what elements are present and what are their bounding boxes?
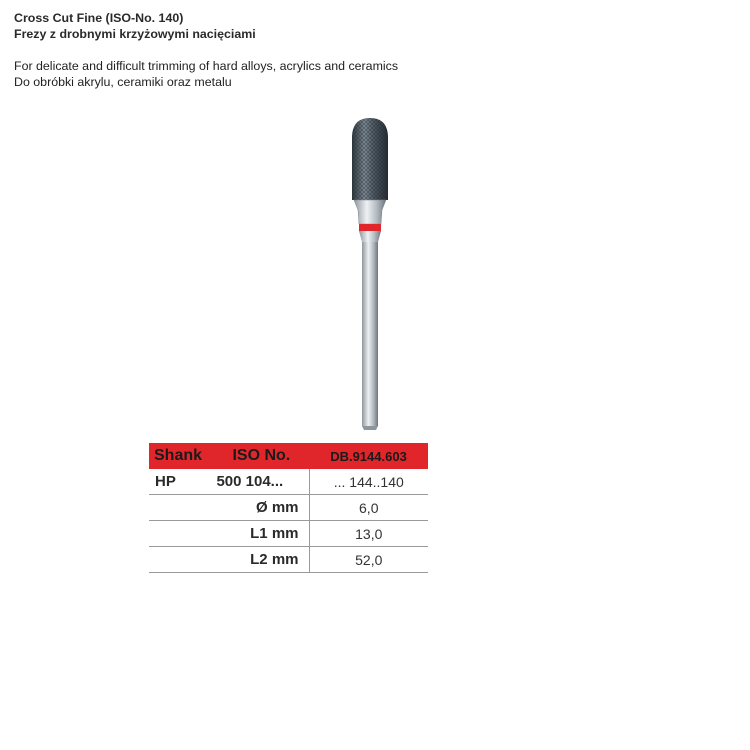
- diameter-value: 6,0: [309, 495, 428, 521]
- iso-number: 500 104...: [216, 472, 284, 490]
- header-shank: Shank: [154, 447, 203, 464]
- diameter-label: Ø mm: [255, 499, 299, 516]
- product-title-pl: Frezy z drobnymi krzyżowymi nacięciami: [14, 27, 256, 41]
- iso-value: ... 144..140: [309, 469, 428, 495]
- table-row: [149, 547, 428, 573]
- table-row: [149, 495, 428, 521]
- l2-label: L2 mm: [250, 551, 299, 568]
- carbide-bur-icon: [340, 112, 400, 432]
- description-en: For delicate and difficult trimming of hard alloys, acrylics and ceramics: [14, 59, 399, 73]
- l1-label: L1 mm: [250, 525, 299, 542]
- l1-value: 13,0: [309, 521, 428, 547]
- header-left-cell: [149, 443, 309, 469]
- description-pl: Do obróbki akrylu, ceramiki oraz metalu: [14, 75, 232, 89]
- spec-table: [149, 443, 428, 573]
- table-row: [149, 469, 428, 495]
- product-title-en: Cross Cut Fine (ISO-No. 140): [14, 11, 184, 25]
- header-iso: ISO No.: [232, 447, 291, 464]
- spec-table-header: [149, 443, 428, 469]
- header-catalog-number: DB.9144.603: [309, 443, 428, 469]
- l2-value: 52,0: [309, 547, 428, 573]
- table-row: [149, 521, 428, 547]
- shank-type: HP: [155, 472, 176, 490]
